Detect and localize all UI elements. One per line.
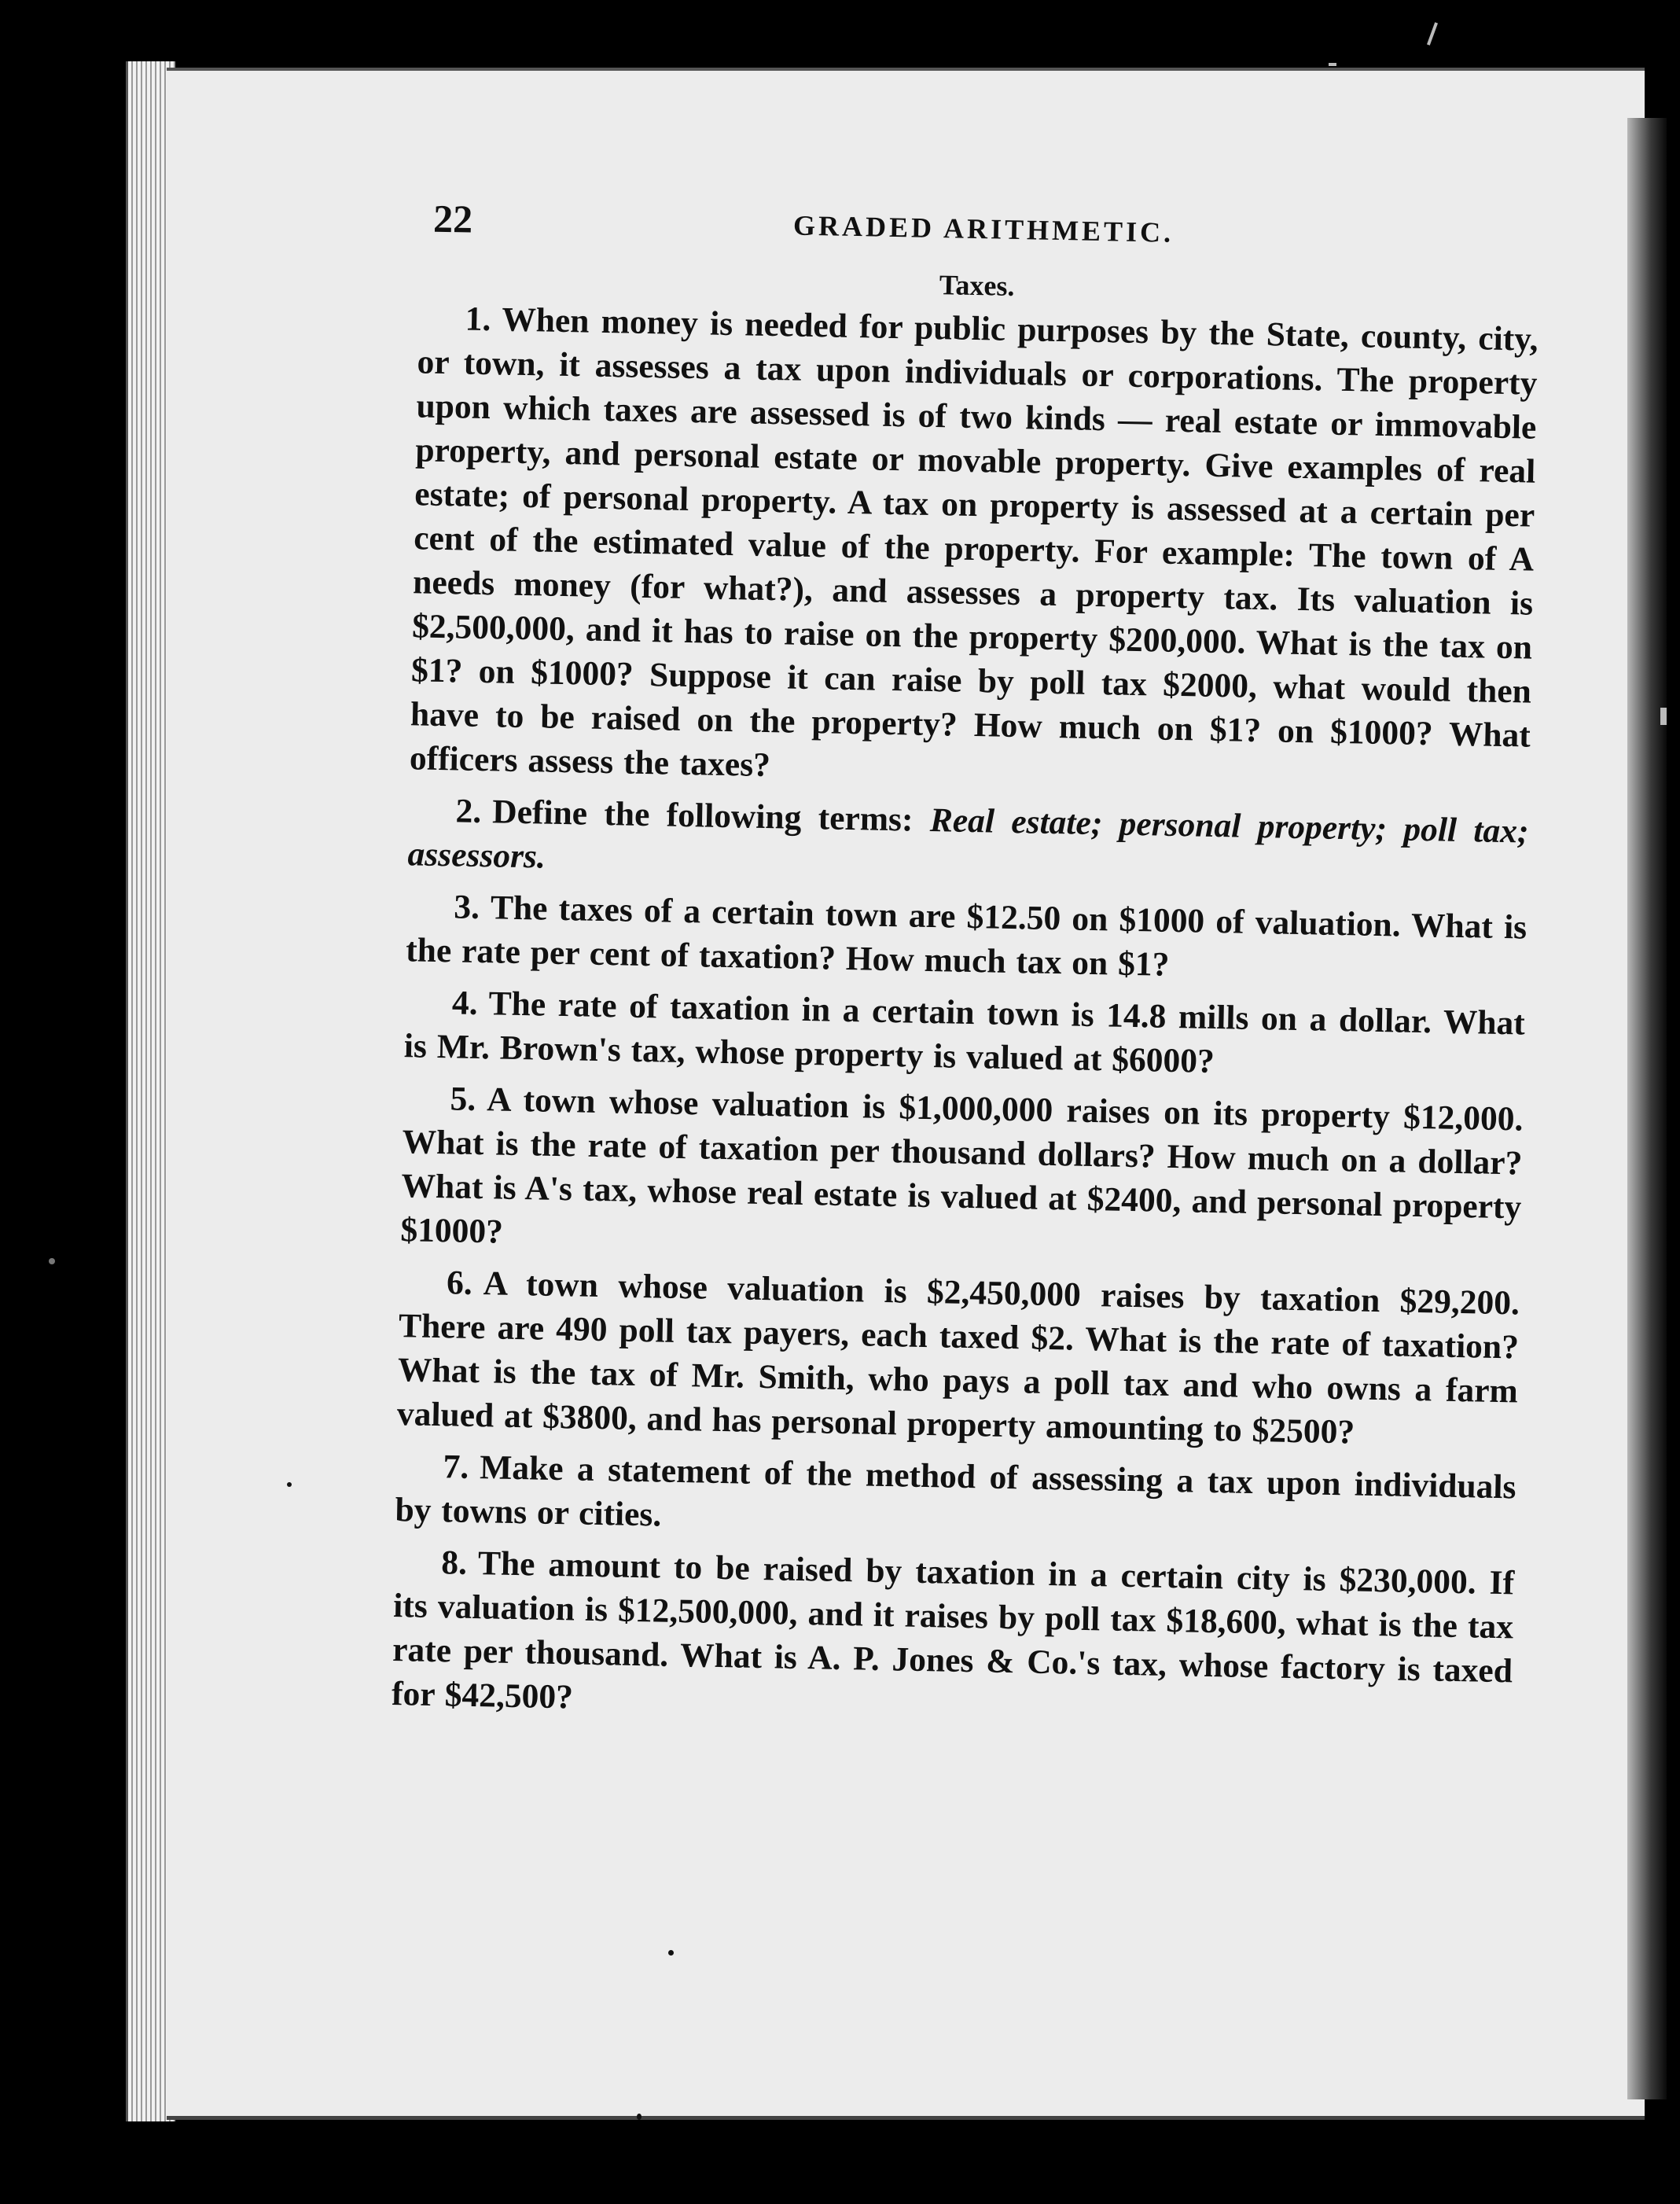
problem-number: 3. bbox=[453, 888, 480, 926]
problem-number: 2. bbox=[455, 792, 482, 831]
problem-2 bbox=[407, 788, 1529, 897]
problem-5 bbox=[400, 1076, 1524, 1273]
problem-8 bbox=[392, 1540, 1515, 1737]
problem-number: 6. bbox=[446, 1264, 473, 1302]
problem-text: Make a statement of the method of assessing a tax upon individuals by towns or cities. bbox=[395, 1448, 1516, 1534]
problem-terms: Real estate; personal property; poll tax; assessors. bbox=[407, 800, 1529, 876]
section-title: Taxes. bbox=[939, 269, 1015, 302]
page-content bbox=[222, 176, 1540, 1745]
problem-number: 1. bbox=[465, 300, 491, 339]
scan-speck bbox=[1329, 63, 1336, 66]
problem-number: 8. bbox=[440, 1544, 468, 1582]
problem-text: When money is needed for public purposes by the State, county, city, or town, it assesses a tax upon individuals or corporations. The property upon which taxes are assessed is of two kinds — real estate or immovable property, and personal estate or movable property. Give examples of real estate; of personal property. A tax on property is assessed at a certain per cent of the estimated value of the property. For example: The town of A needs money (for what?), and assesses a property tax. Its valuation is $2,500,000, and it has to raise on the property $200,000. What is the tax on $1? on $1000? Suppose it can raise by poll tax $2000, what would then have to be raised on the property? How much on $1? on $1000? What officers assess the taxes? bbox=[409, 300, 1538, 785]
problem-number: 7. bbox=[443, 1448, 469, 1486]
problem-list bbox=[222, 293, 1538, 1737]
problem-text: Define the following terms: bbox=[491, 793, 914, 839]
problem-4 bbox=[403, 980, 1525, 1089]
scan-speck bbox=[49, 1258, 55, 1264]
problem-number: 5. bbox=[450, 1080, 476, 1118]
scan-speck bbox=[637, 2114, 641, 2120]
problem-1 bbox=[409, 296, 1538, 801]
page-number: 22 bbox=[432, 196, 473, 241]
problem-6 bbox=[396, 1260, 1520, 1457]
problem-text: A town whose valuation is $1,000,000 raises on its property $12,000. What is the rate of taxation per thousand dollars? How much on a dollar? What is A's tax, whose real estate is valued at $2400, and personal property $1000? bbox=[400, 1080, 1524, 1251]
problem-7 bbox=[395, 1444, 1516, 1553]
running-title: GRADED ARITHMETIC. bbox=[792, 209, 1175, 248]
problem-text: A town whose valuation is $2,450,000 raises by taxation $29,200. There are 490 poll tax payers, each taxed $2. What is the rate of taxation? What is the tax of Mr. Smith, who pays a poll tax and who owns a farm valued at $3800, and has personal property amounting to $2500? bbox=[396, 1264, 1520, 1452]
scan-speck bbox=[1427, 22, 1438, 46]
problem-3 bbox=[406, 884, 1527, 993]
scan-speck bbox=[668, 1950, 674, 1956]
problem-number: 4. bbox=[451, 984, 479, 1022]
scan-speck bbox=[1660, 708, 1667, 725]
page-gutter-shadow bbox=[1627, 118, 1667, 2099]
problem-text: The rate of taxation in a certain town is 14.8 mills on a dollar. What is Mr. Brown's tax, whose property is valued at $6000? bbox=[403, 984, 1526, 1080]
problem-text: The amount to be raised by taxation in a certain city is $230,000. If its valuation is $12,500,000, and it raises by poll tax $18,600, what is the tax rate per thousand. What is A. P. Jones & Co.'s tax, whose factory is taxed for $42,500? bbox=[391, 1544, 1515, 1716]
problem-text: The taxes of a certain town are $12.50 on $1000 of valuation. What is the rate per cent of taxation? How much tax on $1? bbox=[405, 889, 1527, 984]
